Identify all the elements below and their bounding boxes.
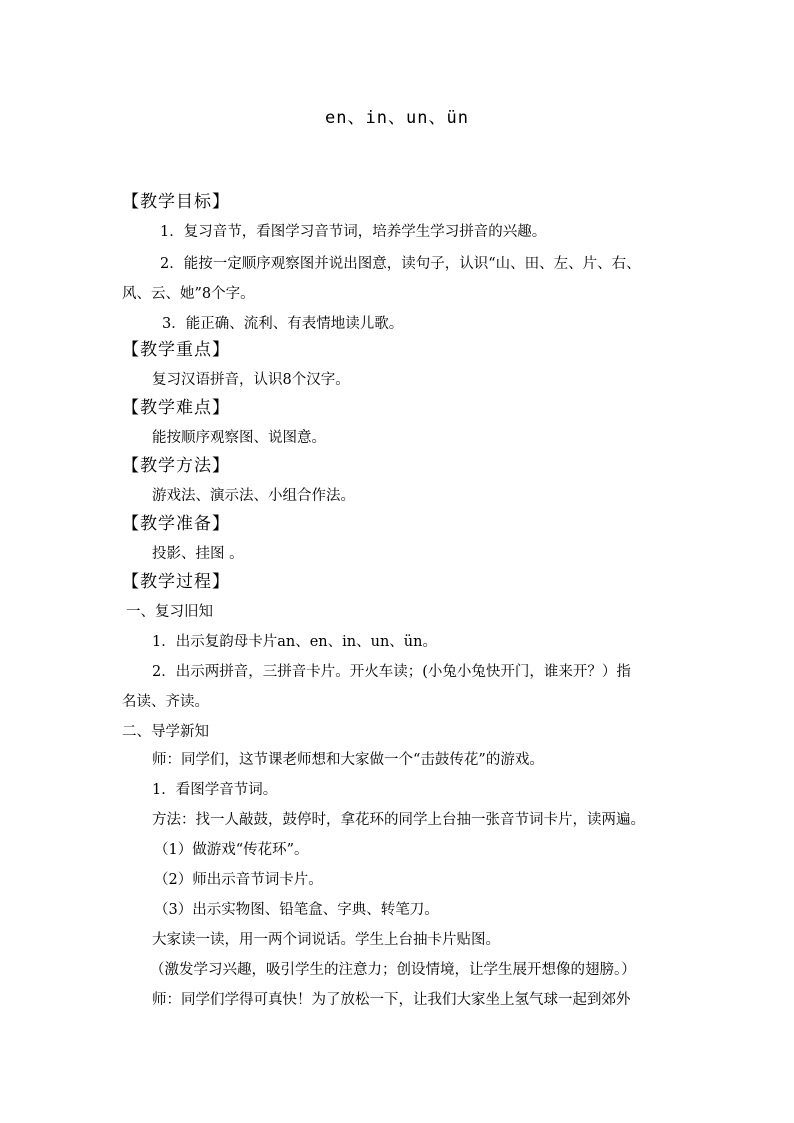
- document-title: en、in、un、ün: [325, 108, 469, 128]
- section-2-title: 二、导学新知: [122, 724, 209, 740]
- key-points-text: 复习汉语拼音，认识8个汉字。: [152, 372, 350, 388]
- methods-text: 游戏法、演示法、小组合作法。: [152, 488, 355, 504]
- section-2-step-1: （1）做游戏“传花环”。: [154, 842, 309, 858]
- goals-heading: 【教学目标】: [122, 192, 230, 212]
- section-2-teacher: 师：同学们学得可真快！为了放松一下，让我们大家坐上氢气球一起到郊外: [152, 992, 631, 1008]
- section-2-item-1: 1．看图学音节词。: [152, 782, 278, 798]
- section-2-step-2: （2）师出示音节词卡片。: [154, 872, 323, 888]
- goal-item-2-line-2: 风、云、她”8个字。: [122, 286, 255, 302]
- process-heading: 【教学过程】: [122, 572, 230, 592]
- section-2-read: 大家读一读，用一两个词说话。学生上台抽卡片贴图。: [152, 932, 500, 948]
- preparation-text: 投影、挂图 。: [152, 546, 244, 562]
- section-1-title: 一、复习旧知: [126, 604, 213, 620]
- section-1-item-2-line-1: 2．出示两拼音，三拼音卡片。开火车读；(小兔小兔快开门，谁来开？）指: [152, 664, 631, 680]
- difficulties-heading: 【教学难点】: [122, 398, 230, 418]
- goal-item-1: 1．复习音节，看图学习音节词，培养学生学习拼音的兴趣。: [160, 224, 547, 240]
- goal-item-2-line-1: 2．能按一定顺序观察图并说出图意，读句子，认识“山、田、左、片、右、: [160, 256, 641, 272]
- section-1-item-1: 1．出示复韵母卡片an、en、in、un、ün。: [152, 634, 437, 650]
- preparation-heading: 【教学准备】: [122, 514, 230, 534]
- section-2-intro: 师：同学们，这节课老师想和大家做一个“击鼓传花”的游戏。: [152, 752, 544, 768]
- section-2-step-3: （3）出示实物图、铅笔盒、字典、转笔刀。: [154, 902, 439, 918]
- section-2-method: 方法：找一人敲鼓，鼓停时，拿花环的同学上台抽一张音节词卡片，读两遍。: [152, 812, 645, 828]
- section-2-note: （激发学习兴趣，吸引学生的注意力；创设情境，让学生展开想像的翅膀。）: [150, 962, 636, 978]
- key-points-heading: 【教学重点】: [122, 340, 230, 360]
- goal-item-3: 3．能正确、流利、有表情地读儿歌。: [162, 316, 404, 332]
- methods-heading: 【教学方法】: [122, 456, 230, 476]
- section-1-item-2-line-2: 名读、齐读。: [122, 694, 209, 710]
- difficulties-text: 能按顺序观察图、说图意。: [152, 430, 326, 446]
